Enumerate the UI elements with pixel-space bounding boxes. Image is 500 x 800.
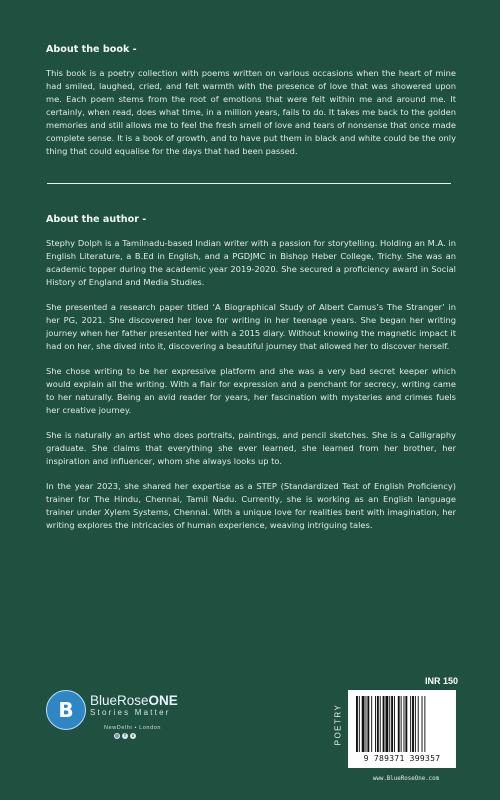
x-icon: x	[131, 733, 135, 738]
publisher-locations: NewDelhi • London	[104, 725, 162, 731]
about-book-heading: About the book -	[46, 44, 137, 55]
barcode-bars-icon	[354, 696, 450, 754]
author-paragraph: She chose writing to be her expressive platform and she was a very bad secret keeper which would explain all the writing. With a flair for expression and a penchant for secrecy, writing came to her naturally. Being an avid reader for years, her fascination with mysteries and crimes fuels her creative journey.	[46, 366, 456, 415]
section-divider	[47, 183, 451, 184]
instagram-icon: ◎	[115, 733, 119, 738]
about-author-heading: About the author -	[46, 214, 147, 225]
social-icons	[114, 733, 136, 739]
publisher-tagline: Stories Matter	[90, 708, 171, 717]
genre-label: POETRY	[333, 703, 343, 746]
author-paragraph: In the year 2023, she shared her expertise as a STEP (Standardized Test of English Proficiency) trainer for The Hindu, Chennai, Tamil Nadu. Currently, she is working as an English language trainer under Xylem Systems, Chennai. With a unique love for realities bent with imagination, her writing explores the intricacies of human experience, weaving intriguing tales.	[46, 481, 456, 530]
about-book-paragraph: This book is a poetry collection with poems written on various occasions when the heart of mine had smiled, laughed, cried, and felt warmth with the presence of love that was showered upon me. Each poem stems from the root of emotions that were felt within me and around me. It certainly, when read, does what time, in a million years, fails to do. It takes me back to the golden memories and still allows me to feel the fresh smell of love and tears of nonsense that once made complete sense. It is a book of growth, and to have put them in black and white could be the only thing that could equalise for the days that had been passed.	[46, 68, 456, 156]
isbn-barcode	[348, 690, 456, 768]
back-cover-content	[46, 44, 456, 544]
author-paragraph: She presented a research paper titled ‘A Biographical Study of Albert Camus’s The Stranger’ in her PG, 2021. She discovered her love for writing in her teenage years. She began her writing journey when her father presented her with a 2015 diary. Without knowing the magnetic impact it had on her, she dived into it, discovering a beautiful journey that allowed her to discover herself.	[46, 302, 456, 351]
author-paragraph: She is naturally an artist who does portraits, paintings, and pencil sketches. She is a Calligraphy graduate. She claims that everything she ever learned, she learned from her brother, her inspiration and influencer, whom she always looks up to.	[46, 430, 456, 466]
publisher-logo	[46, 690, 226, 760]
isbn-number: 9 789371 399357	[363, 754, 441, 763]
publisher-logo-icon: B	[46, 690, 86, 730]
author-paragraph: Stephy Dolph is a Tamilnadu-based Indian writer with a passion for storytelling. Holding an M.A. in English Literature, a B.Ed in English, and a PGDJMC in Bishop Heber College, Trichy. She was an academic topper during the academic year 2019-2020. She secured a proficiency award in Social History of England and Media Studies.	[46, 238, 456, 287]
price-label: INR 150	[425, 676, 459, 686]
facebook-icon: f	[122, 733, 128, 739]
publisher-website: www.BlueRoseOne.com	[372, 776, 440, 782]
publisher-brand	[90, 693, 178, 717]
publisher-name: BlueRoseONE	[90, 693, 178, 708]
